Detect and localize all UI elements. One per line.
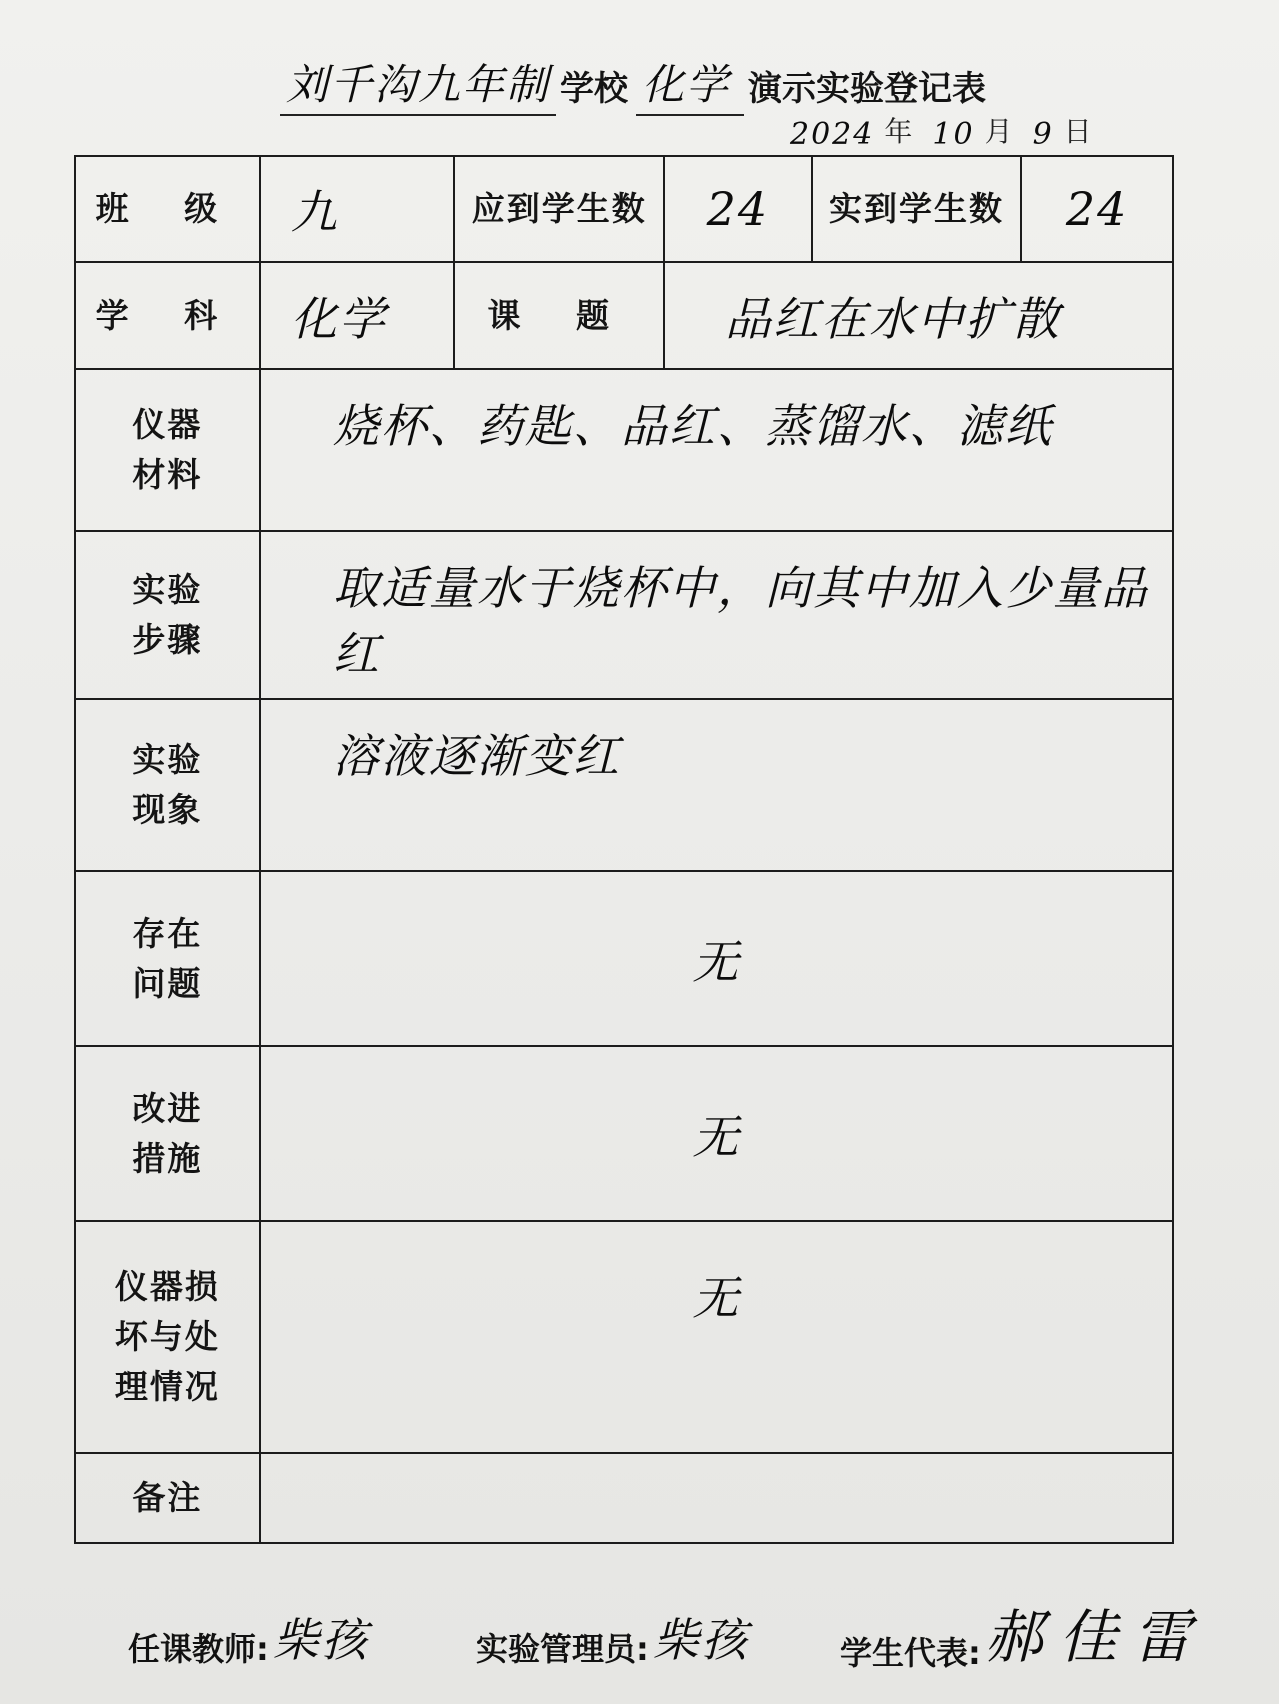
problems-value: 无 [260,871,1173,1046]
row-steps [75,531,1173,699]
experiment-record-table [74,155,1174,1544]
damage-label-cell [75,1221,260,1453]
date-year: 2024 [790,117,875,152]
date-day: 9 [1032,117,1054,152]
date-month: 10 [932,117,975,152]
improvement-label: 改进措施 [132,1088,203,1178]
school-name-field: 刘千沟九年制 [280,52,556,116]
date-month-unit: 月 [984,115,1013,148]
row-problems [75,871,1173,1046]
actual-students-value: 24 [1021,156,1173,262]
student-name: 郝佳雷 [984,1603,1207,1671]
row-class [75,156,1173,262]
problems-label-cell [75,871,260,1046]
subject-value: 化学 [260,262,455,369]
topic-label: 课 题 [454,262,664,369]
row-remarks [75,1453,1173,1543]
phenomenon-value: 溶液逐渐变红 [260,699,1173,871]
admin-name: 柴孩 [652,1613,749,1667]
improvement-value: 无 [260,1046,1173,1221]
materials-label: 仪器材料 [132,405,203,494]
admin-signature [476,1604,749,1670]
student-signature [840,1590,1207,1674]
materials-value: 烧杯、药匙、品红、蒸馏水、滤纸 [260,369,1173,531]
teacher-label: 任课教师: [128,1630,269,1668]
date-year-unit: 年 [884,115,913,148]
damage-label: 仪器损坏与处理情况 [114,1267,220,1406]
damage-value: 无 [260,1221,1173,1453]
improvement-label-cell [75,1046,260,1221]
subject-label: 学 科 [75,262,260,369]
teacher-name: 柴孩 [272,1613,369,1667]
teacher-signature [128,1604,369,1670]
row-phenomenon [75,699,1173,871]
student-label: 学生代表: [840,1634,981,1672]
row-materials [75,369,1173,531]
class-label: 班 级 [75,156,260,262]
expected-students-label: 应到学生数 [454,156,664,262]
form-title [280,56,994,116]
materials-label-cell [75,369,260,531]
admin-label: 实验管理员: [476,1630,649,1668]
subject-title-field: 化学 [636,52,744,116]
form-date [790,108,1092,152]
row-damage [75,1221,1173,1453]
signature-row [128,1584,1208,1674]
problems-label: 存在问题 [132,913,203,1003]
phenomenon-label-cell [75,699,260,871]
steps-label-cell [75,531,260,699]
topic-value: 品红在水中扩散 [664,262,1173,369]
remarks-label: 备注 [75,1453,260,1543]
steps-label: 实验步骤 [132,570,203,659]
actual-students-label: 实到学生数 [812,156,1021,262]
phenomenon-label: 实验现象 [132,740,203,829]
school-suffix-label: 学校 [560,69,629,109]
form-name-label: 演示实验登记表 [748,69,987,109]
date-day-unit: 日 [1063,115,1092,148]
class-value: 九 [260,156,455,262]
row-subject [75,262,1173,369]
remarks-value [260,1453,1173,1543]
expected-students-value: 24 [664,156,812,262]
steps-value: 取适量水于烧杯中，向其中加入少量品红 [260,531,1173,699]
row-improvement [75,1046,1173,1221]
